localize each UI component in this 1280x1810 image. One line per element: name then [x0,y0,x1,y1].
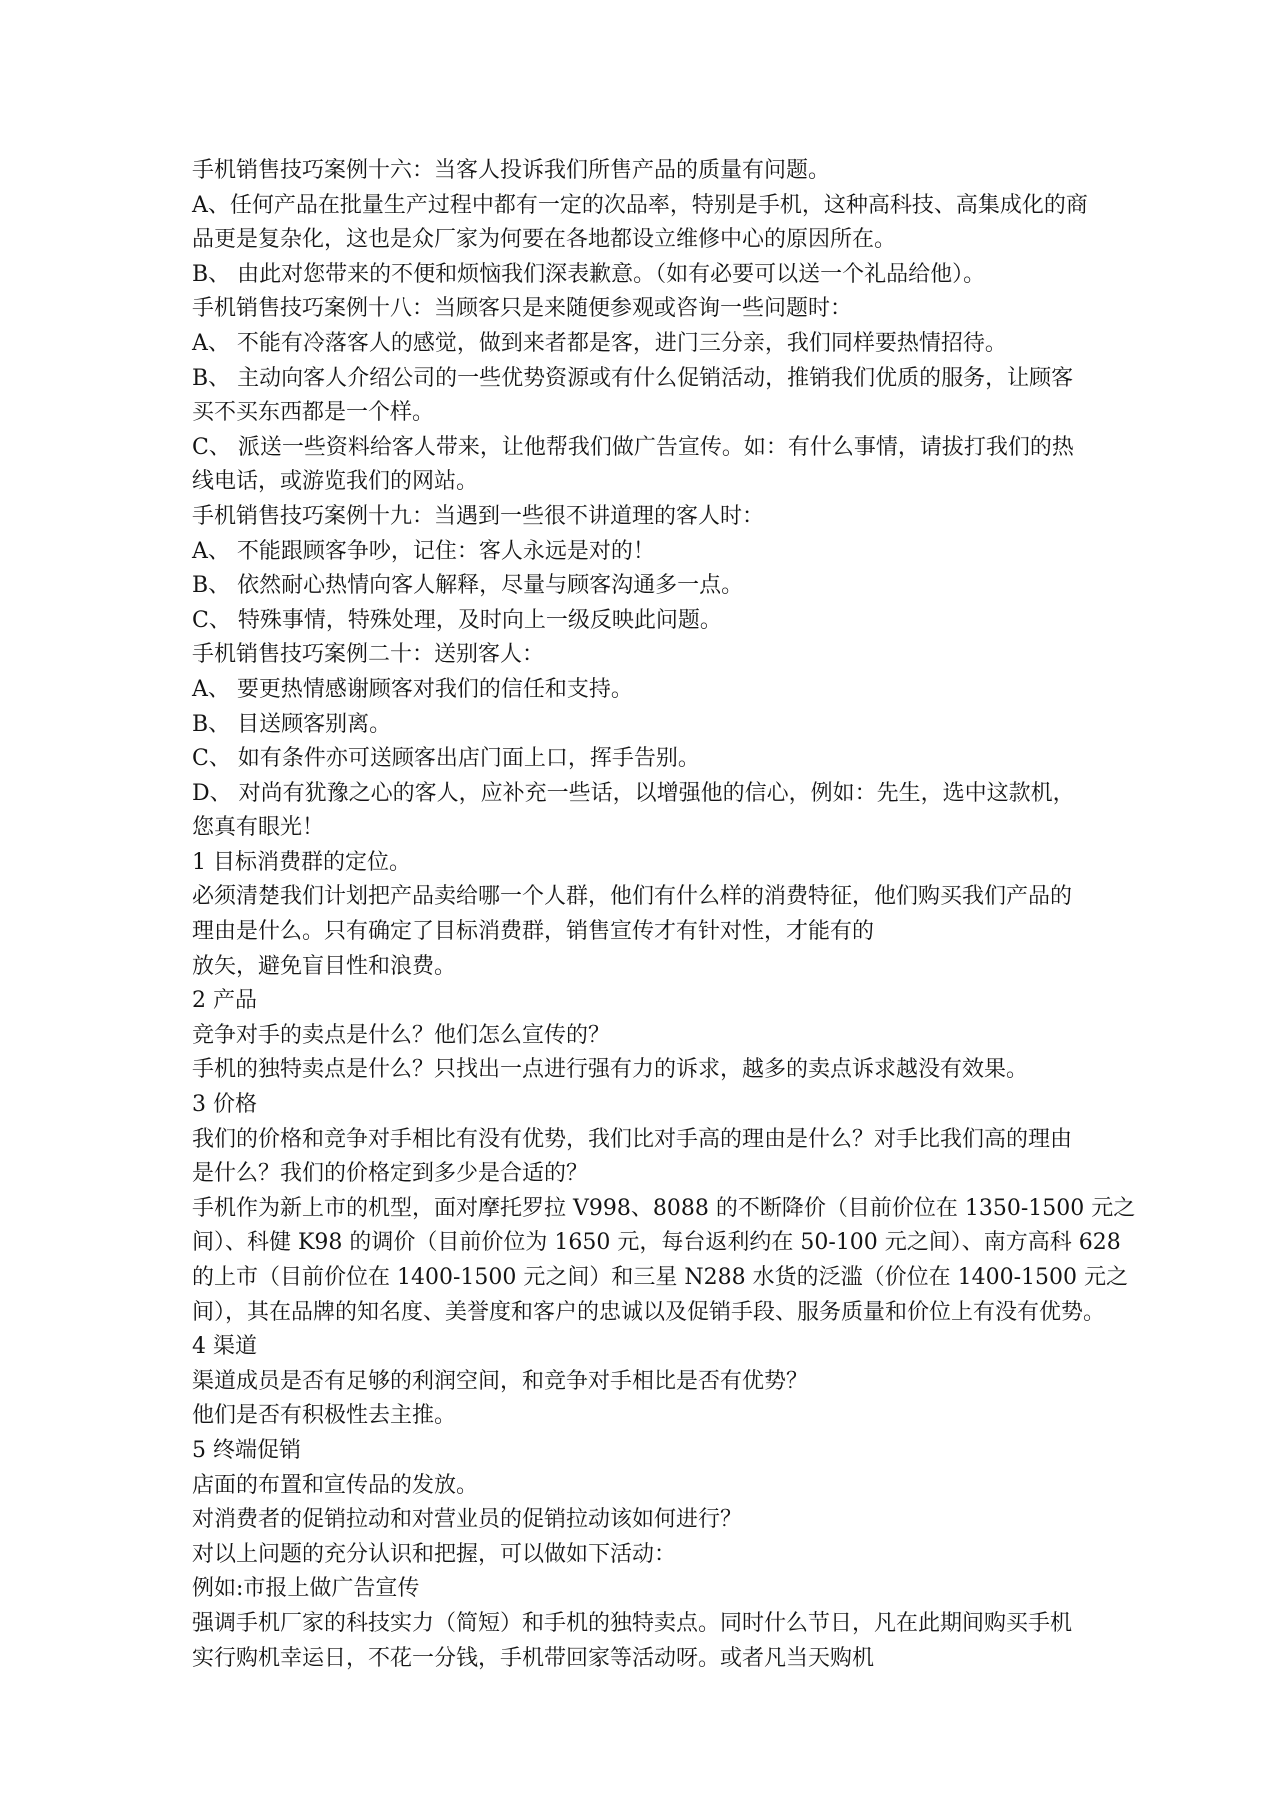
text-line: B、 由此对您带来的不便和烦恼我们深表歉意。（如有必要可以送一个礼品给他）。 [192,261,986,287]
text-line: 我们的价格和竞争对手相比有没有优势，我们比对手高的理由是什么？对手比我们高的理由 [192,1126,1073,1152]
document-body [192,154,1136,1676]
text-line: 是什么？我们的价格定到多少是合适的？ [192,1161,589,1187]
text-line: 品更是复杂化，这也是众厂家为何要在各地都设立维修中心的原因所在。 [192,227,897,253]
text-line: 手机的独特卖点是什么？只找出一点进行强有力的诉求，越多的卖点诉求越没有效果。 [192,1057,1029,1083]
text-line: A、 要更热情感谢顾客对我们的信任和支持。 [192,676,633,702]
heading-case-20: 手机销售技巧案例二十：送别客人： [192,642,545,668]
section-heading-target-market: 1 目标消费群的定位。 [192,849,411,875]
text-line: C、 如有条件亦可送顾客出店门面上口，挥手告别。 [192,746,700,772]
text-line: 强调手机厂家的科技实力（简短）和手机的独特卖点。同时什么节日，凡在此期间购买手机 [192,1610,1073,1636]
text-line: 买不买东西都是一个样。 [192,400,435,426]
text-line: 放矢，避免盲目性和浪费。 [192,953,457,979]
text-line: C、 特殊事情，特殊处理，及时向上一级反映此问题。 [192,607,722,633]
text-line: 理由是什么。只有确定了目标消费群，销售宣传才有针对性，才能有的 [192,919,875,945]
text-line: 对消费者的促销拉动和对营业员的促销拉动该如何进行？ [192,1507,743,1533]
text-line: C、 派送一些资料给客人带来，让他帮我们做广告宣传。如：有什么事情，请拔打我们的热 [192,434,1074,460]
text-line: 线电话，或游览我们的网站。 [192,469,479,495]
text-line: 实行购机幸运日，不花一分钱，手机带回家等活动呀。或者凡当天购机 [192,1645,875,1671]
text-line: 例如:市报上做广告宣传 [192,1576,420,1602]
section-heading-price: 3 价格 [192,1092,257,1118]
heading-case-16: 手机销售技巧案例十六：当客人投诉我们所售产品的质量有问题。 [192,158,831,183]
text-line: 必须清楚我们计划把产品卖给哪一个人群，他们有什么样的消费特征，他们购买我们产品的 [192,884,1073,910]
text-line: A、 不能有冷落客人的感觉，做到来者都是客，进门三分亲，我们同样要热情招待。 [192,330,1007,356]
text-line: 您真有眼光！ [192,815,325,841]
text-line: 手机作为新上市的机型，面对摩托罗拉 V998、8088 的不断降价（目前价位在 1350-1500 元之 [192,1195,1136,1221]
text-line: 竞争对手的卖点是什么？他们怎么宣传的？ [192,1022,611,1048]
text-line: 对以上问题的充分认识和把握，可以做如下活动： [192,1541,677,1567]
section-heading-channel: 4 渠道 [192,1334,257,1360]
text-line: 他们是否有积极性去主推。 [192,1403,457,1429]
text-line: B、 目送顾客别离。 [192,711,392,737]
text-line: A、任何产品在批量生产过程中都有一定的次品率，特别是手机，这种高科技、高集成化的商 [192,192,1088,218]
text-line: A、 不能跟顾客争吵，记住：客人永远是对的！ [192,538,655,564]
heading-case-18: 手机销售技巧案例十八：当顾客只是来随便参观或咨询一些问题时： [192,296,853,322]
text-line: 的上市（目前价位在 1400-1500 元之间）和三星 N288 水货的泛滥（价位在 1400-1500 元之 [192,1265,1129,1290]
text-line: D、 对尚有犹豫之心的客人，应补充一些话，以增强他的信心，例如：先生，选中这款机， [192,780,1075,806]
text-line: 间），其在品牌的知名度、美誉度和客户的忠诚以及促销手段、服务质量和价位上有没有优势。 [192,1299,1106,1325]
heading-case-19: 手机销售技巧案例十九：当遇到一些很不讲道理的客人时： [192,503,765,529]
section-heading-product: 2 产品 [192,988,257,1014]
text-line: 店面的布置和宣传品的发放。 [192,1472,479,1498]
section-heading-terminal-promotion: 5 终端促销 [192,1437,301,1463]
text-line: 渠道成员是否有足够的利润空间，和竞争对手相比是否有优势？ [192,1368,809,1394]
text-line: 间）、科健 K98 的调价（目前价位为 1650 元，每台返利约在 50-100 元之间）、南方高科 628 [192,1230,1121,1256]
text-line: B、 主动向客人介绍公司的一些优势资源或有什么促销活动，推销我们优质的服务，让顾客 [192,365,1074,391]
text-line: B、 依然耐心热情向客人解释，尽量与顾客沟通多一点。 [192,573,744,599]
